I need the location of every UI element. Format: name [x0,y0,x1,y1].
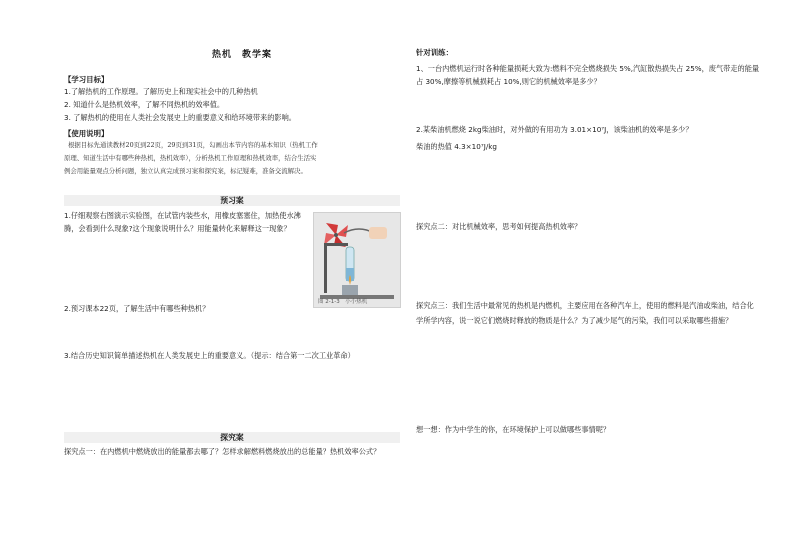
preview-question-3: 3.结合历史知识简单描述热机在人类发展史上的重要意义。（提示：结合第一二次工业革命） [64,351,355,360]
training-question-2: 2.某柴油机燃烧 2kg柴油时，对外做的有用功为 3.01×10⁷J，该柴油机的效率是多少？ [416,125,693,134]
heat-engine-illustration [314,213,400,307]
objective-item: 2. 知道什么是热机效率，了解不同热机的效率值。 [64,100,225,109]
objective-item: 1.了解热机的工作原理。了解历史上和现实社会中的几种热机 [64,87,258,96]
explore-point-3: 探究点三：我们生活中最常见的热机是内燃机，主要应用在各种汽车上，使用的燃料是汽油或柴油，结合化学所学内容，说一说它们燃烧时释放的物质是什么？为了减少尾气的污染，我们可以采取哪些措施？ [416,301,754,325]
figure-small-heat-engine [313,212,401,308]
preview-section-heading: 预习案 [64,195,400,206]
objectives-heading: 【学习目标】 [64,75,109,84]
preview-question-1: 1.仔细观察右图演示实验图，在试管内装些水，用橡皮塞塞住，加热使水沸腾，会看到什么现象?这个现象说明什么？用能量转化来解释这一现象？ [64,211,301,233]
usage-line: 例会用能量观点分析问题，独立认真完成预习案和探究案，标记疑难，准备交流解决。 [64,167,307,175]
explore-point-1: 探究点一：在内燃机中燃烧放出的能量都去哪了？怎样求解燃料燃烧放出的总能量？热机效率公式？ [64,447,381,456]
training-heading: 针对训练： [416,48,453,57]
usage-line: 根据目标先通读教材20页到22页，29页到31页，勾画出本节内容的基本知识（热机工作 [68,141,318,149]
figure-caption: 图 2-1-3 小小热机 [318,299,368,305]
preview-question-2: 2.预习课本22页，了解生活中有哪些种热机？ [64,304,210,313]
training-question-2-heat-value: 柴油的热值 4.3×10⁷J/kg [416,142,497,151]
usage-line: 原理、知道生活中有哪些种热机，热机效率），分析热机工作原理和热机效率，结合生活实 [64,154,317,162]
explore-point-2: 探究点二：对比机械效率，思考如何提高热机效率？ [416,222,582,231]
objective-item: 3. 了解热机的使用在人类社会发展史上的重要意义和给环境带来的影响。 [64,113,296,122]
usage-heading: 【使用说明】 [64,129,109,138]
page-title: 热机 教学案 [212,50,273,60]
training-question-1: 1、一台内燃机运行时各种能量损耗大致为:燃料不完全燃烧损失 5%,汽缸散热损失占 25%，废气带走的能量占 30%,摩擦等机械损耗占 10%,则它的机械效率是多少？ [416,64,760,86]
explore-section-heading: 探究案 [64,432,400,443]
think-prompt: 想一想：作为中学生的你，在环境保护上可以做哪些事情呢？ [416,425,611,434]
